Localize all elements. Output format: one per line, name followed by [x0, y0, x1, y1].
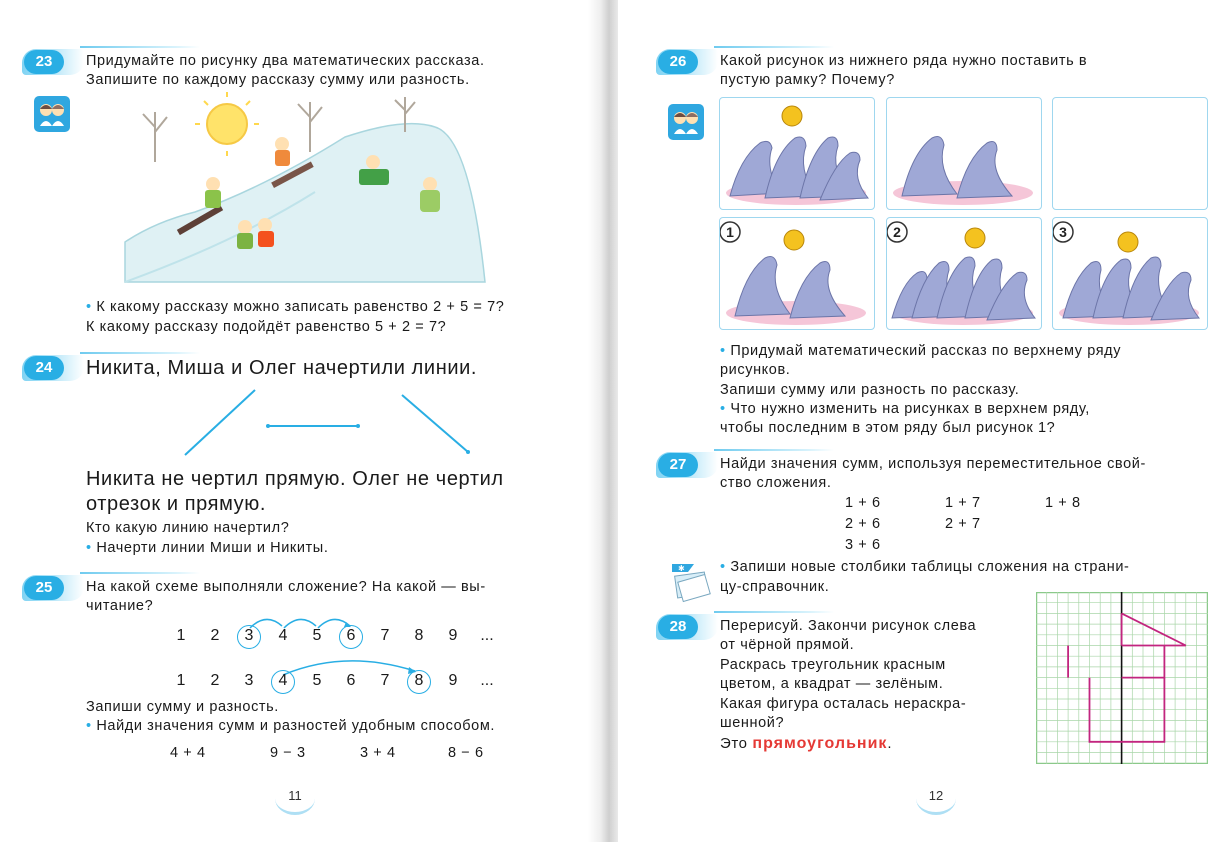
expr-4: 8 − 6 — [448, 745, 484, 761]
task-27-line1: Найди значения сумм, используя переместительное свой- — [720, 456, 1146, 472]
right-page — [618, 0, 1217, 842]
task-24-line2: Никита не чертил прямую. Олег не чертил — [86, 468, 504, 490]
grid-drawing — [1036, 592, 1208, 764]
task-28-line5: Какая фигура осталась нераскра- — [720, 696, 967, 712]
option-label-3: 3 — [1059, 224, 1067, 240]
task-28-number: 28 — [656, 614, 718, 640]
seals-option-1 — [719, 217, 875, 330]
task-24-line5: • Начерти линии Миши и Никиты. — [86, 540, 329, 556]
ray-line — [402, 395, 468, 452]
sum-3-6: 3 + 6 — [845, 537, 881, 553]
task-23-line2: Запишите по каждому рассказу сумму или разность. — [86, 72, 470, 88]
task-25-line3: Запиши сумму и разность. — [86, 699, 279, 715]
task-28-rule — [714, 611, 834, 613]
task-26-question-1b: рисунков. — [720, 362, 791, 378]
task-28-line6: шенной? — [720, 715, 785, 731]
task-26-line1: Какой рисунок из нижнего ряда нужно поставить в — [720, 53, 1088, 69]
task-28-line3: Раскрась треугольник красным — [720, 657, 946, 673]
task-26-question-3b: чтобы последним в этом ряду был рисунок 1? — [720, 420, 1056, 436]
sum-1-8: 1 + 8 — [1045, 495, 1081, 511]
page-number-right: 12 — [916, 782, 956, 815]
task-25-number: 25 — [22, 575, 84, 601]
task-28-answer: Это прямоугольник. — [720, 735, 893, 752]
task-23-question-1: • К какому рассказу можно записать равенство 2 + 5 = 7? — [86, 299, 505, 315]
left-page — [0, 0, 600, 842]
sum-1-7: 1 + 7 — [945, 495, 981, 511]
straight-line — [185, 390, 255, 455]
expr-2: 9 − 3 — [270, 745, 306, 761]
task-24-line4: Кто какую линию начертил? — [86, 520, 290, 536]
pair-work-icon — [668, 104, 704, 140]
task-28-line1: Перерисуй. Закончи рисунок слева — [720, 618, 977, 634]
task-25-line4: • Найди значения сумм и разностей удобным способом. — [86, 718, 496, 734]
task-25-line2: читание? — [86, 598, 154, 614]
task-27-note-1: • Запиши новые столбики таблицы сложения на страни- — [720, 559, 1130, 575]
seals-option-2 — [886, 217, 1042, 330]
task-27-line2: ство сложения. — [720, 475, 832, 491]
page-number-left: 11 — [275, 782, 315, 815]
sum-2-7: 2 + 7 — [945, 516, 981, 532]
seals-frame-top-1 — [719, 97, 875, 210]
task-25-line1: На какой схеме выполняли сложение? На какой — вы- — [86, 579, 486, 595]
seals-frame-top-2 — [886, 97, 1042, 210]
expr-3: 3 + 4 — [360, 745, 396, 761]
svg-text:✱: ✱ — [678, 564, 685, 573]
task-27-number: 27 — [656, 452, 718, 478]
task-26-question-3a: • Что нужно изменить на рисунках в верхнем ряду, — [720, 401, 1090, 417]
sum-2-6: 2 + 6 — [845, 516, 881, 532]
task-26-number: 26 — [656, 49, 718, 75]
expr-1: 4 + 4 — [170, 745, 206, 761]
task-24-line1: Никита, Миша и Олег начертили линии. — [86, 357, 478, 379]
task-26-question-1a: • Придумай математический рассказ по верхнему ряду — [720, 343, 1122, 359]
task-26-rule — [714, 46, 834, 48]
task-23-question-2: К какому рассказу подойдёт равенство 5 + 2 = 7? — [86, 319, 447, 335]
empty-frame — [1052, 97, 1208, 210]
task-27-rule — [714, 449, 834, 451]
number-series-1: 1 2 3 4 5 6 7 8 9 ... — [164, 625, 504, 649]
task-26-line2: пустую рамку? Почему? — [720, 72, 895, 88]
task-28-line4: цветом, а квадрат — зелёным. — [720, 676, 944, 692]
task-23-number: 23 — [22, 49, 84, 75]
task-25-rule — [80, 572, 200, 574]
task-24-number: 24 — [22, 355, 84, 381]
task-24-rule — [80, 352, 200, 354]
number-series-2: 1 2 3 4 5 6 7 8 9 ... — [164, 670, 504, 694]
answer-word: прямоугольник — [752, 735, 888, 752]
seals-option-3 — [1052, 217, 1208, 330]
sum-1-6: 1 + 6 — [845, 495, 881, 511]
task-23-line1: Придумайте по рисунку два математических рассказа. — [86, 53, 485, 69]
lines-drawing — [150, 385, 480, 460]
reference-book-icon — [668, 560, 712, 604]
pair-work-icon — [34, 96, 70, 132]
task-23-rule — [80, 46, 200, 48]
task-24-line3: отрезок и прямую. — [86, 493, 267, 515]
task-26-question-2: Запиши сумму или разность по рассказу. — [720, 382, 1020, 398]
task-28-line2: от чёрной прямой. — [720, 637, 855, 653]
option-label-2: 2 — [893, 224, 901, 240]
option-label-1: 1 — [726, 224, 734, 240]
winter-sledding-illustration — [115, 92, 495, 287]
task-27-note-2: цу-справочник. — [720, 579, 830, 595]
